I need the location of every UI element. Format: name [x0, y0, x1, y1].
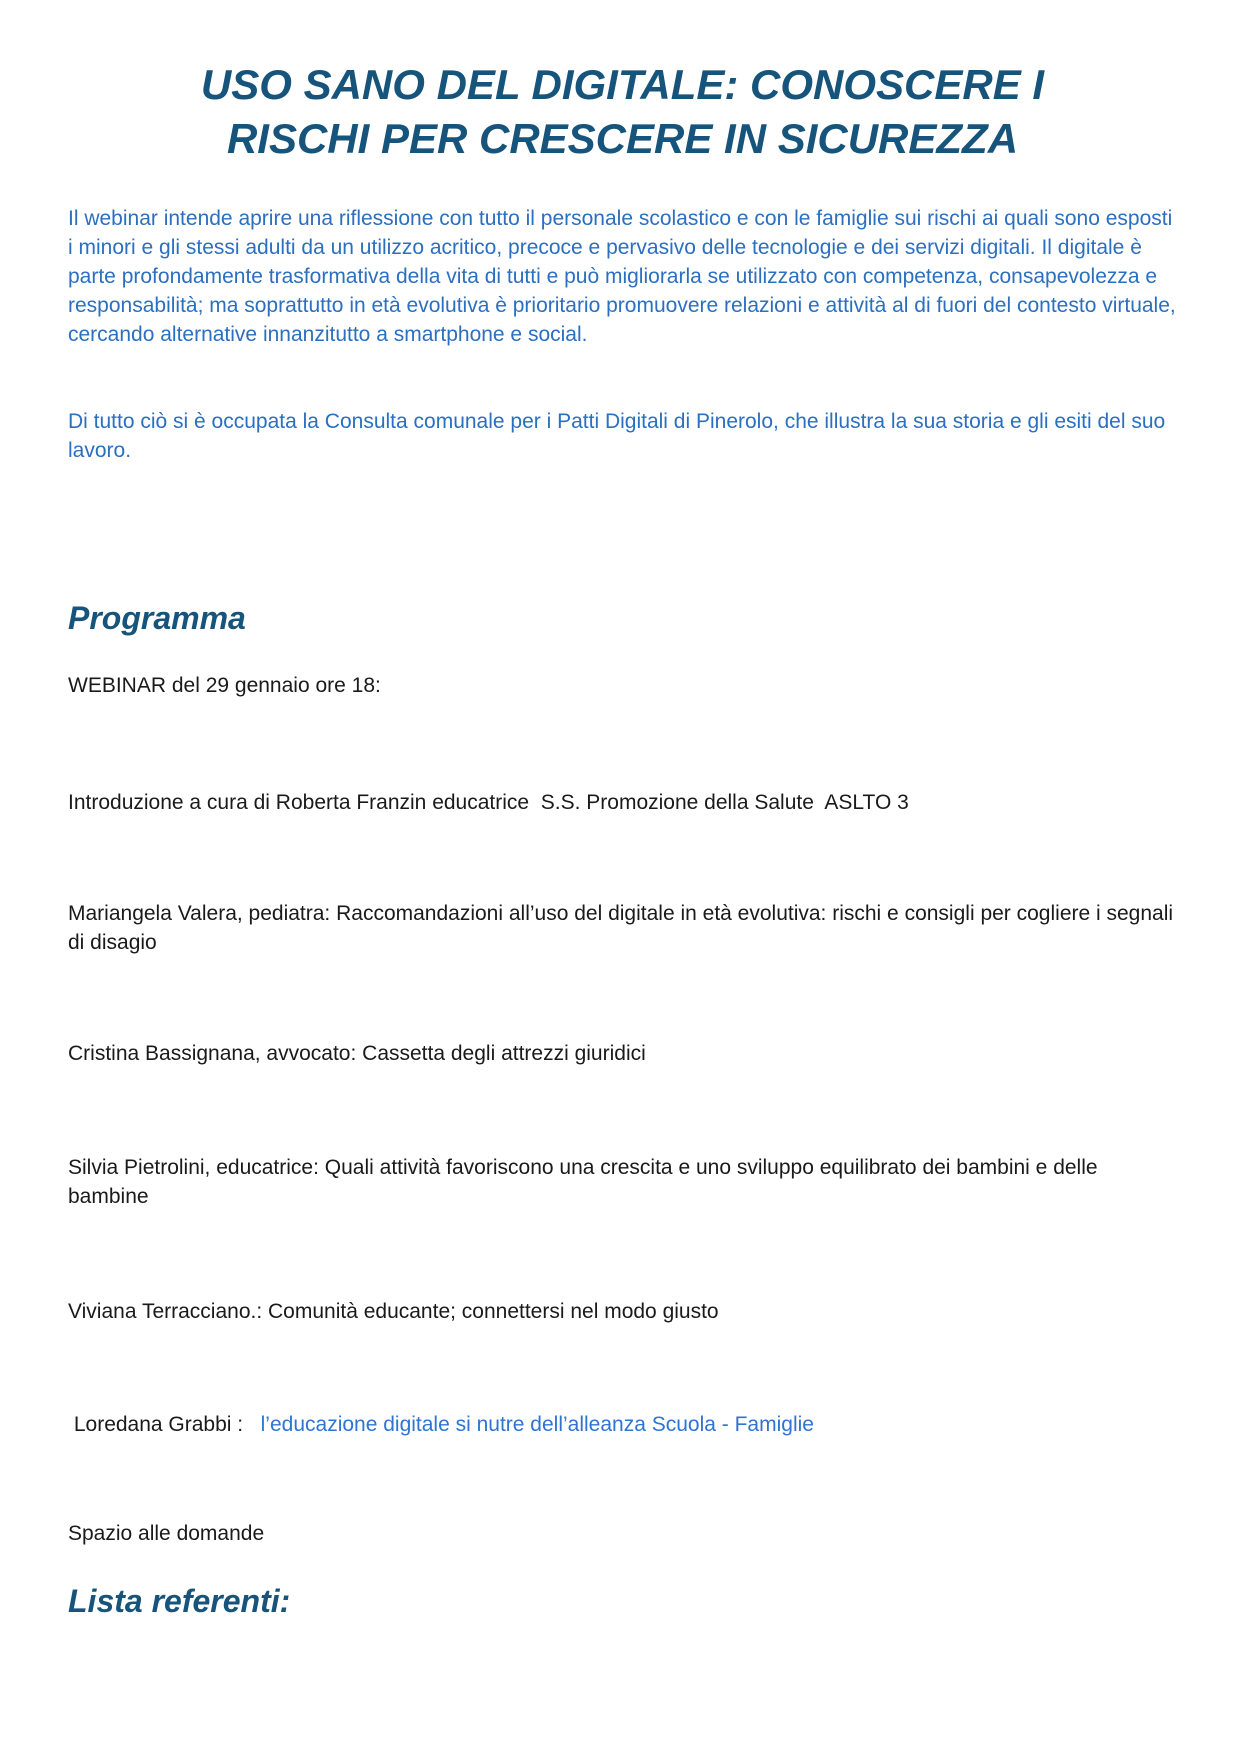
- lista-referenti-heading: Lista referenti:: [68, 1583, 291, 1619]
- programma-heading: Programma: [68, 600, 246, 636]
- document-title: [68, 58, 1177, 166]
- program-item-spazio-domande: Spazio alle domande: [68, 1522, 265, 1545]
- program-item-terracciano: Viviana Terracciano.: Comunità educante; connettersi nel modo giusto: [68, 1300, 719, 1323]
- program-item-valera: Mariangela Valera, pediatra: Raccomandazioni all’uso del digitale in età evolutiva: rischi e consigli per cogliere i segnali di disagio: [68, 902, 1179, 954]
- program-item-pietrolini: Silvia Pietrolini, educatrice: Quali attività favoriscono una crescita e uno sviluppo equilibrato dei bambini e delle bambine: [68, 1156, 1104, 1208]
- grabbi-name-label: Loredana Grabbi :: [68, 1413, 261, 1436]
- program-item-introduzione: Introduzione a cura di Roberta Franzin educatrice S.S. Promozione della Salute ASLTO 3: [68, 791, 909, 814]
- program-item-grabbi: [68, 1410, 1177, 1439]
- grabbi-talk-link[interactable]: l’educazione digitale si nutre dell’alleanza Scuola - Famiglie: [260, 1413, 814, 1436]
- consulta-paragraph: Di tutto ciò si è occupata la Consulta comunale per i Patti Digitali di Pinerolo, che illustra la sua storia e gli esiti del suo lavoro.: [68, 410, 1172, 462]
- webinar-date-line: WEBINAR del 29 gennaio ore 18:: [68, 674, 381, 697]
- program-item-bassignana: Cristina Bassignana, avvocato: Cassetta degli attrezzi giuridici: [68, 1042, 646, 1065]
- intro-paragraph: Il webinar intende aprire una riflessione con tutto il personale scolastico e con le famiglie sui rischi ai quali sono esposti i minori e gli stessi adulti da un utilizzo acritico, precoce e pervasivo delle tecnologie e dei servizi digitali. Il digitale è parte profondamente trasformativa della vita di tutti e può migliorarla se utilizzato con competenza, consapevolezza e responsabilità; ma soprattutto in età evolutiva è prioritario promuovere relazioni e attività al di fuori del contesto virtuale, cercando alternative innanzitutto a smartphone e social.: [68, 207, 1182, 346]
- document-title-line2: RISCHI PER CRESCERE IN SICUREZZA: [226, 115, 1019, 162]
- document-title-line1: USO SANO DEL DIGITALE: CONOSCERE I: [200, 61, 1045, 108]
